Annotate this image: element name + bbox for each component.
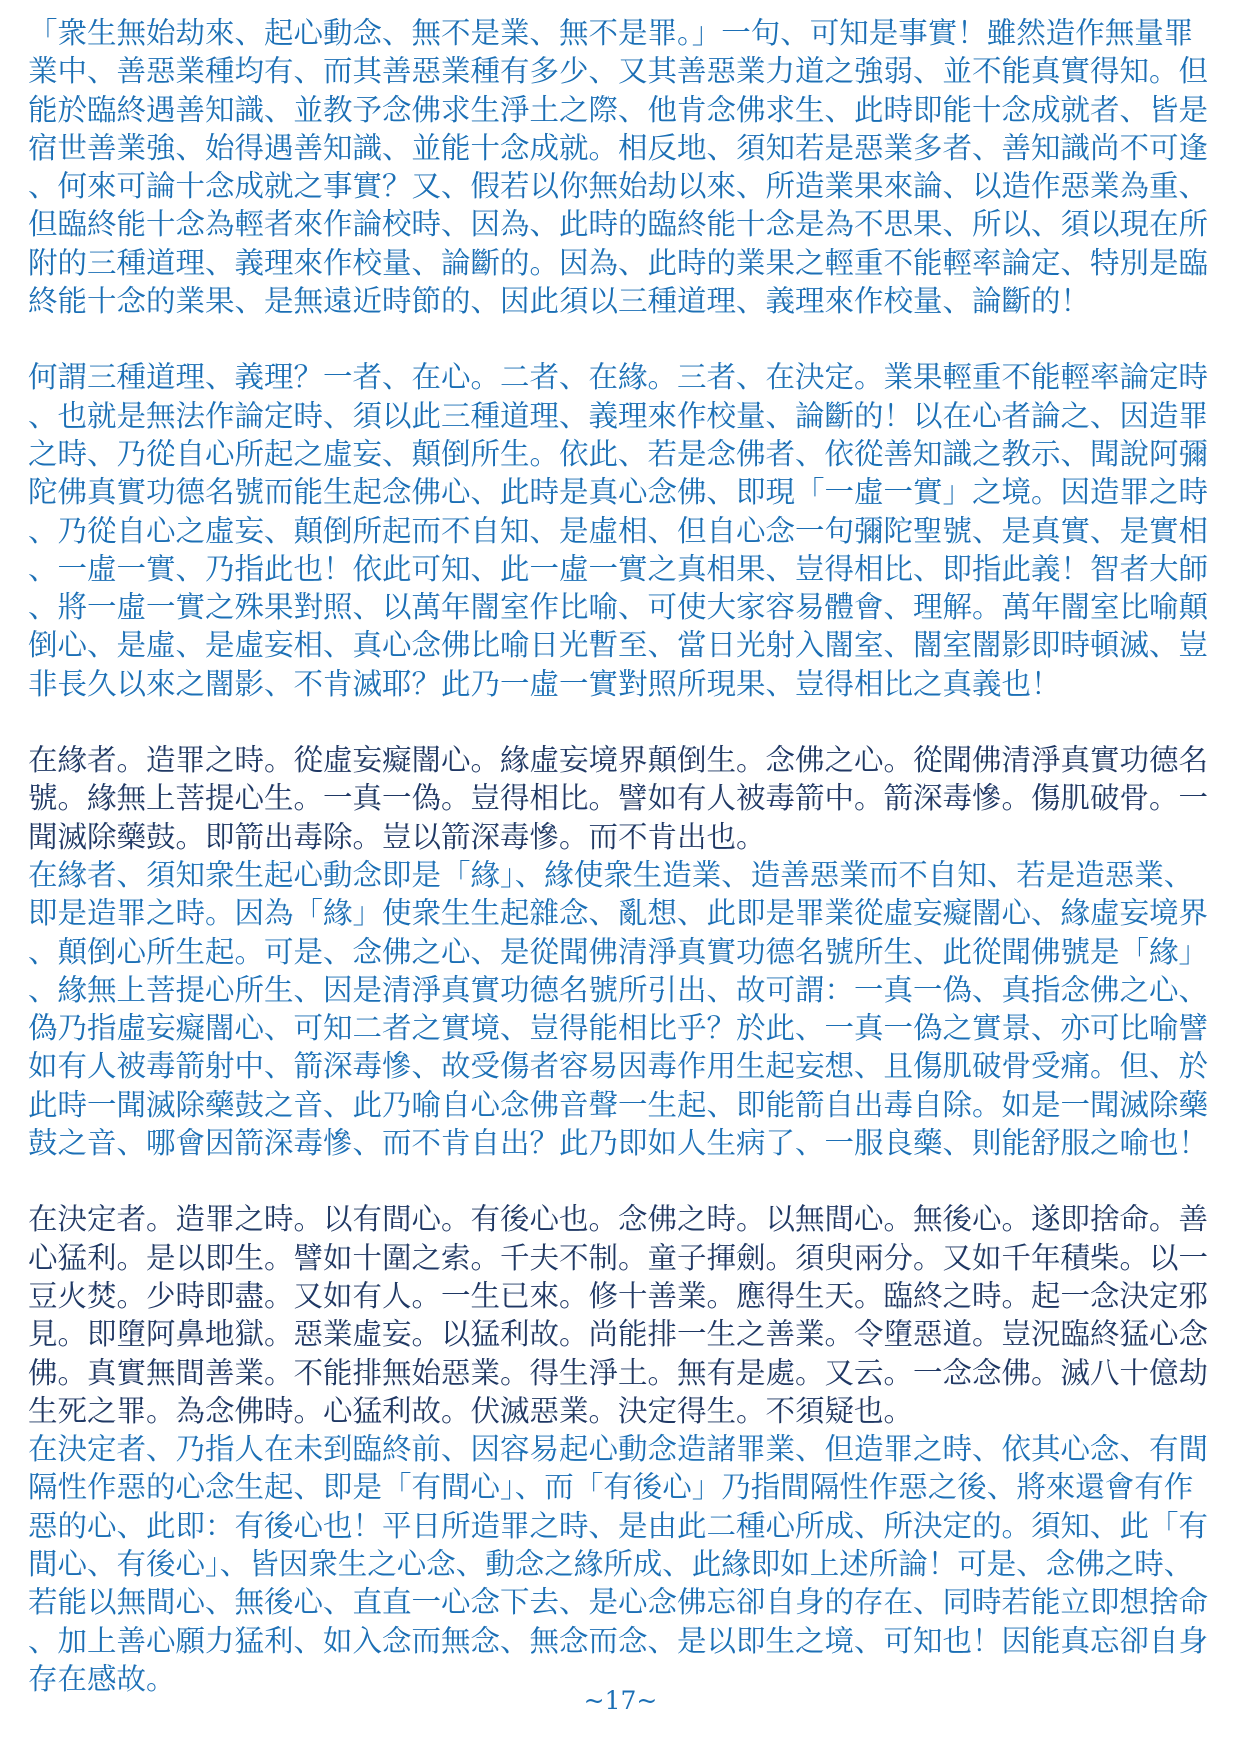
scripture-quote-on-condition: 在緣者。造罪之時。從虛妄癡闇心。緣虛妄境界顛倒生。念佛之心。從聞佛清淨真實功德名號。緣無上菩提心生。一真一偽。豈得相比。譬如有人被毒箭中。箭深毒慘。傷肌破骨。一聞滅除藥鼓。即箭出毒除。豈以箭深毒慘。而不肯出也。 [28,743,1209,854]
paragraph-three-principles: 何謂三種道理、義理？一者、在心。二者、在緣。三者、在決定。業果輕重不能輕率論定時、也就是無法作論定時、須以此三種道理、義理來作校量、論斷的！以在心者論之、因造罪之時、乃從自心所起之虛妄、顛倒所生。依此、若是念佛者、依從善知識之教示、聞說阿彌陀佛真實功德名號而能生起念佛心、此時是真心念佛、即現「一虛一實」之境。因造罪之時、乃從自心之虛妄、顛倒所起而不自知、是虛相、但自心念一句彌陀聖號、是真實、是實相、一虛一實、乃指此也！依此可知、此一虛一實之真相果、豈得相比、即指此義！智者大師、將一虛一實之殊果對照、以萬年闇室作比喻、可使大家容易體會、理解。萬年闇室比喻顛倒心、是虛、是虛妄相、真心念佛比喻日光暫至、當日光射入闇室、闇室闇影即時頓滅、豈非長久以來之闇影、不肯滅耶？此乃一虛一實對照所現果、豈得相比之真義也！ [28,360,1209,701]
paragraph-ten-recitations: 「衆生無始劫來、起心動念、無不是業、無不是罪。」一句、可知是事實！雖然造作無量罪業中、善惡業種均有、而其善惡業種有多少、又其善惡業力道之強弱、並不能真實得知。但能於臨終遇善知識、並教予念佛求生淨土之際、他肯念佛求生、此時即能十念成就者、皆是宿世善業強、始得遇善知識、並能十念成就。相反地、須知若是惡業多者、善知識尚不可逢、何來可論十念成就之事實？又、假若以你無始劫以來、所造業果來論、以造作惡業為重、但臨終能十念為輕者來作論校時、因為、此時的臨終能十念是為不思果、所以、須以現在所附的三種道理、義理來作校量、論斷的。因為、此時的業果之輕重不能輕率論定、特別是臨終能十念的業果、是無遠近時節的、因此須以三種道理、義理來作校量、論斷的！ [28,16,1209,319]
scripture-quote-on-determination: 在決定者。造罪之時。以有間心。有後心也。念佛之時。以無間心。無後心。遂即捨命。善心猛利。是以即生。譬如十圍之索。千夫不制。童子揮劍。須臾兩分。又如千年積柴。以一豆火焚。少時即盡。又如有人。一生已來。修十善業。應得生天。臨終之時。起一念決定邪見。即墮阿鼻地獄。惡業虛妄。以猛利故。尚能排一生之善業。令墮惡道。豈況臨終猛心念佛。真實無間善業。不能排無始惡業。得生淨土。無有是處。又云。一念念佛。滅八十億劫生死之罪。為念佛時。心猛利故。伏滅惡業。決定得生。不須疑也。 [28,1202,1209,1428]
commentary-on-condition: 在緣者、須知衆生起心動念即是「緣」、緣使衆生造業、造善惡業而不自知、若是造惡業、即是造罪之時。因為「緣」使衆生生起雜念、亂想、此即是罪業從虛妄癡闇心、緣虛妄境界、顛倒心所生起。可是、念佛之心、是從聞佛清淨真實功德名號所生、此從聞佛號是「緣」、緣無上菩提心所生、因是清淨真實功德名號所引出、故可謂：一真一偽、真指念佛之心、偽乃指虛妄癡闇心、可知二者之實境、豈得能相比乎？於此、一真一偽之實景、亦可比喻譬如有人被毒箭射中、箭深毒慘、故受傷者容易因毒作用生起妄想、且傷肌破骨受痛。但、於此時一聞滅除藥鼓之音、此乃喻自心念佛音聲一生起、即能箭自出毒自除。如是一聞滅除藥鼓之音、哪會因箭深毒慘、而不肯自出？此乃即如人生病了、一服良藥、則能舒服之喻也！ [28,857,1209,1161]
commentary-on-determination: 在決定者、乃指人在未到臨終前、因容易起心動念造諸罪業、但造罪之時、依其心念、有間隔性作惡的心念生起、即是「有間心」、而「有後心」乃指間隔性作惡之後、將來還會有作惡的心、此即：有後心也！平日所造罪之時、是由此二種心所成、所決定的。須知、此「有間心、有後心」、皆因衆生之心念、動念之緣所成、此緣即如上述所論！可是、念佛之時、若能以無間心、無後心、直直一心念下去、是心念佛忘卻自身的存在、同時若能立即想捨命、加上善心願力猛利、如入念而無念、無念而念、是以即生之境、可知也！因能真忘卻自身存在感故。 [28,1432,1209,1696]
page-number: ~17~ [583,1686,658,1715]
